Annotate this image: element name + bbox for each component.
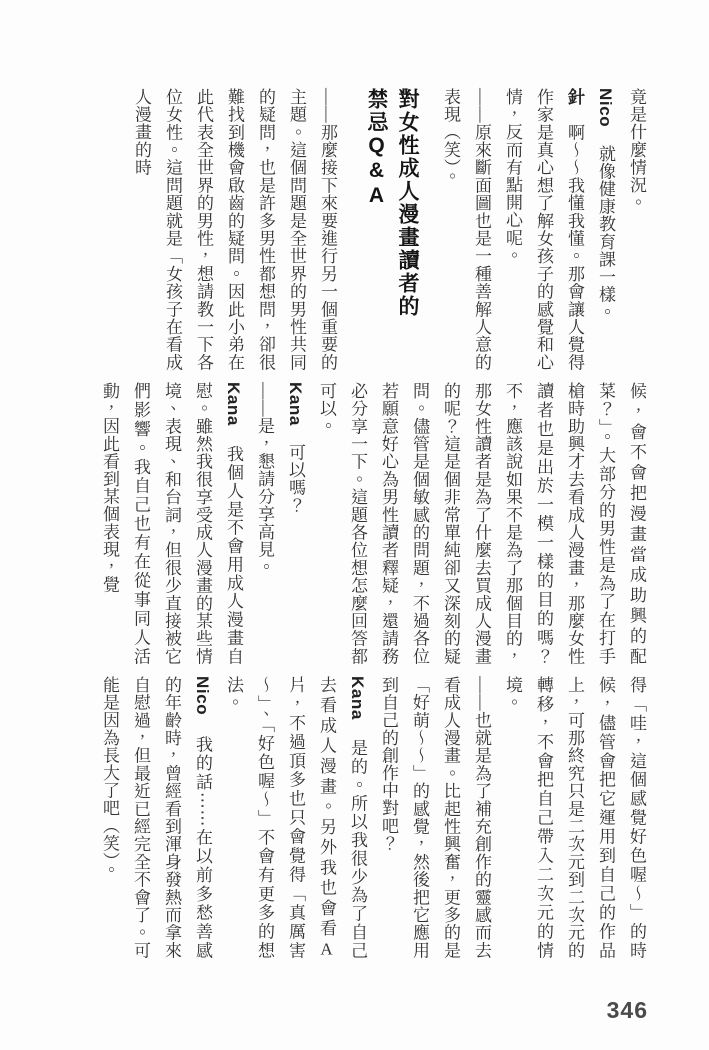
speaker-name: Kana <box>286 382 305 426</box>
paragraph <box>126 88 343 371</box>
paragraph-text: ——那麼接下來要進行另一個重要的主題。這個問題是全世界的男性共同的疑問，也是許多男性都想問，卻很難找到機會啟齒的疑問。因此小弟在此代表全世界的男性，想請教一下各位女性。這問題就是「女孩子在看成人漫畫的時 <box>132 88 337 371</box>
paragraph-text: ——也就是為了補充創作的靈感而去看成人漫畫。比起性興奮，更多的是「好萌～～」的感覺，然後把它應用到自己的創作中對吧？ <box>379 676 491 959</box>
paragraph <box>249 382 280 665</box>
paragraph-text: 片，不過頂多也只會覺得「真厲害～」、「好色喔～」不會有更多的想法。 <box>224 676 305 959</box>
speaker-name: Kana <box>348 676 367 720</box>
section-heading-line1: 對女性成人漫畫讀者的 <box>396 88 419 318</box>
speaker-name: Nico <box>193 676 212 716</box>
paragraph-text: 得「哇，這個感覺好色喔～」的時候，儘管會把它運用到自己的作品上，可那終究只是二次元到二次元的轉移，不會把自己帶入二次元的情境。 <box>503 676 646 959</box>
page-text <box>86 88 652 970</box>
paragraph <box>497 676 652 959</box>
paragraph <box>94 676 218 959</box>
paragraph-text: 候，會不會把漫畫當成助興的配菜？」。大部分的男性是為了在打手槍時助興才去看成人漫畫，那麼女性讀者也是出於一模一樣的目的嗎？不，應該說如果不是為了那個目的，那女性讀者是為了什麼去買成人漫畫的呢？這是個非常單純卻又深刻的疑問。儘管是個敏感的問題，不過各位若願意好心為男性讀者釋疑，還請務必分享一下。這題各位想怎麼回答都可以。 <box>317 382 646 665</box>
text-band-middle <box>86 382 652 665</box>
paragraph <box>590 88 621 371</box>
paragraph-text: 竟是什麼情況。 <box>627 88 646 212</box>
paragraph <box>497 88 590 371</box>
text-band-bottom <box>86 676 652 959</box>
paragraph <box>621 88 652 371</box>
paragraph-text: 就像健康教育課一樣。 <box>596 127 615 321</box>
paragraph-text: 可以嗎？ <box>286 425 305 514</box>
paragraph <box>311 382 652 665</box>
paragraph <box>218 676 373 959</box>
section-heading-line2-prefix: 禁忌 <box>365 88 388 134</box>
paragraph-text: 我的話⋯⋯在以前多愁善感的年齡時，曾經看到渾身發熱而拿來自慰過，但最近已經完全不會了。可能是因為長大了吧（笑）。 <box>100 676 212 959</box>
section-heading <box>361 88 423 371</box>
paragraph-text: 我個人是不會用成人漫畫自慰。雖然我很享受成人漫畫的某些情境、表現、和台詞，但很少直接被它們影響。我自己也有在從事同人活動，因此看到某個表現，覺 <box>100 382 243 665</box>
paragraph <box>94 382 249 665</box>
page-number: 346 <box>606 997 648 1023</box>
paragraph <box>373 676 497 959</box>
section-heading-line2 <box>361 88 392 371</box>
speaker-name: 針 <box>565 88 584 106</box>
speaker-name: Nico <box>596 88 615 128</box>
speaker-name: Kana <box>224 382 243 426</box>
text-band-top <box>86 88 652 371</box>
paragraph <box>280 382 311 665</box>
paragraph-text: 是的。所以我很少為了自己去看成人漫畫。另外我也會看 <box>317 676 367 959</box>
paragraph-text: ——原來斷面圖也是一種善解人意的表現（笑）。 <box>441 88 491 371</box>
paragraph-text: ——是，懇請分享高見。 <box>255 382 274 576</box>
upright-latin-char: A <box>317 939 336 959</box>
section-heading-qa: Q&A <box>365 134 388 209</box>
paragraph-text: 啊～～我懂我懂。那會讓人覺得作家是真心想了解女孩子的感覺和心情，反而有點開心呢。 <box>503 88 584 372</box>
paragraph <box>435 88 497 371</box>
